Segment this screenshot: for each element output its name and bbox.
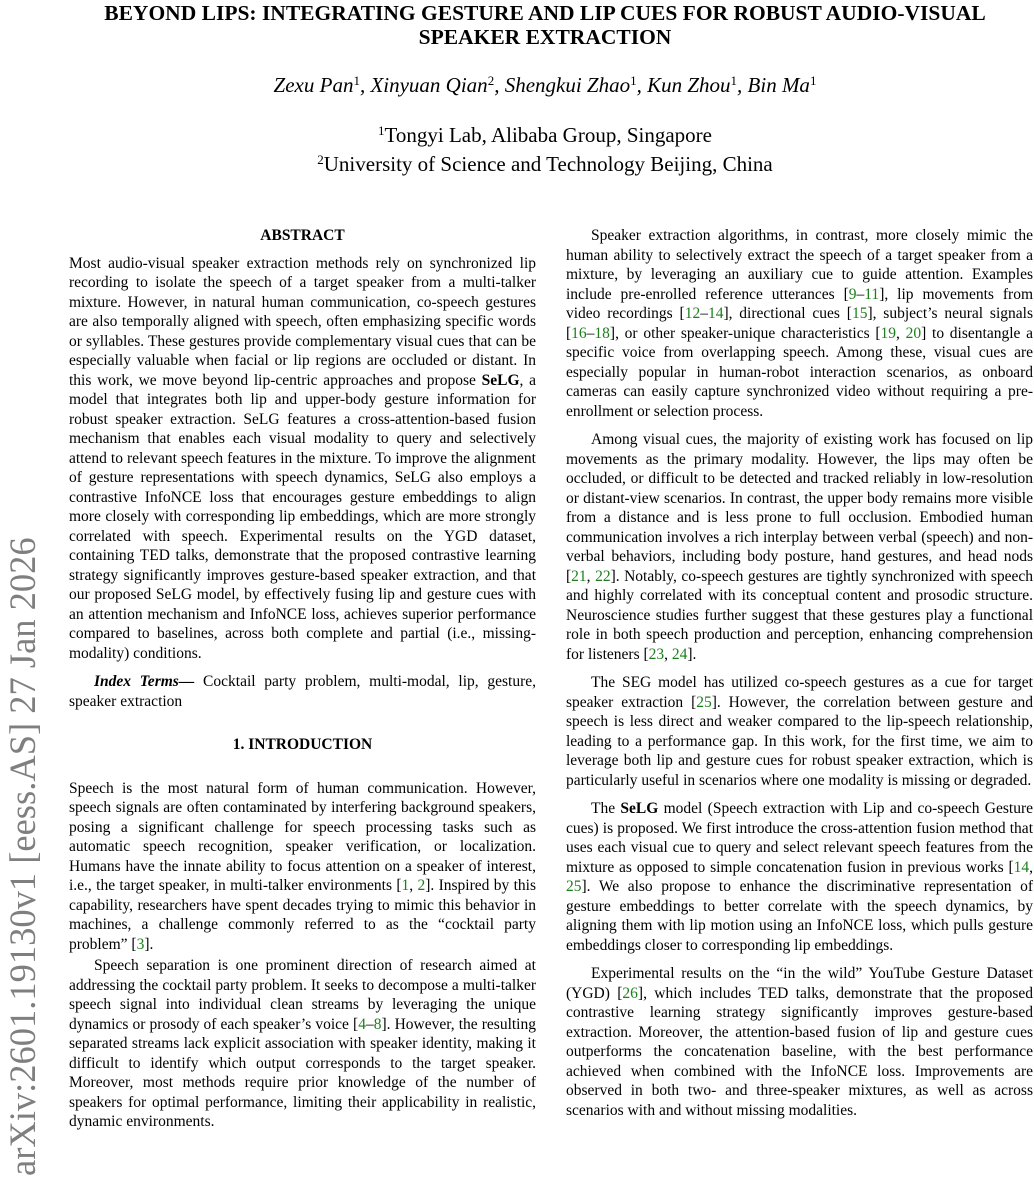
- citation-link[interactable]: 4: [358, 1015, 366, 1033]
- citation-link[interactable]: 12: [684, 305, 701, 322]
- citation-link[interactable]: 26: [622, 984, 638, 1002]
- affiliations: [60, 122, 1030, 180]
- author-name: Zexu Pan: [273, 73, 354, 97]
- title-line-2: SPEAKER EXTRACTION: [418, 25, 672, 49]
- intro-paragraph-4: Among visual cues, the majority of existing work has focused on lip movements as the primary modality. However, the lips may often be occluded, or difficult to be detected and tracked reliably in low-resolution or distant-view scenarios. In contrast, the upper body remains more visible from a distance and is less prone to full occlusion. Embodied human communication involves a rich interplay between verbal (speech) and non-verbal behaviors, including body posture, hand gestures, and head nods [21, 22]. Notably, co-speech gestures are tightly synchronized with speech and highly correlated with its conceptual content and prosodic structure. Neuroscience studies further suggest that these gestures play a functional role in both speech production and perception, enhancing comprehension for listeners [23, 24].: [566, 431, 1034, 663]
- citation-link[interactable]: 24: [671, 645, 688, 663]
- intro-paragraph-6: The SeLG model (Speech extraction with Lip and co-speech Gesture cues) is proposed. We first introduce the cross-attention fusion method that uses each visual cue to query and select relevant speech features from the mixture as opposed to simple concatenation fusion in previous works [14, 25]. We also propose to enhance the discriminative representation of gesture embeddings to better correlate with the speech dynamics, by aligning them with lip motion using an InfoNCE loss, which pulls gesture embeddings closer to corresponding lip embeddings.: [566, 800, 1033, 954]
- abstract-heading: ABSTRACT: [260, 227, 345, 244]
- intro-paragraph-7: Experimental results on the “in the wild” YouTube Gesture Dataset (YGD) [26], which includes TED talks, demonstrate that the proposed contrastive learning strategy significantly improves gesture-based extraction. Moreover, the attention-based fusion of lip and gesture cues outperforms the concatenation baseline, with the best performance achieved when combined with the InfoNCE loss. Improvements are observed in both two- and three-speaker mixtures, as well as across scenarios with and without missing modalities.: [566, 965, 1033, 1119]
- author-name: Shengkui Zhao: [504, 73, 631, 97]
- author-affil: 1: [353, 73, 360, 88]
- intro-paragraph-2: Speech separation is one prominent direction of research aimed at addressing the cocktail party problem. It seeks to decompose a multi-talker speech signal into individual clean streams by leveraging the unique dynamics or prosody of each speaker’s voice [4–8]. However, the resulting separated streams lack explicit association with speaker identity, making it difficult to identify which output corresponds to the target speaker. Moreover, most methods require prior knowledge of the number of speakers for optimal performance, limiting their applicability in realistic, dynamic environments.: [69, 957, 536, 1130]
- author-name: Kun Zhou: [647, 73, 731, 97]
- citation-link[interactable]: 8: [373, 1015, 382, 1033]
- author-list: Zexu Pan$^1$, Xinyuan Qian$^2$, Shengkui Zhao$^1$, Kun Zhou$^1$, Bin Ma$^1$: [273, 73, 817, 97]
- title-line-1: BEYOND LIPS: INTEGRATING GESTURE AND LIP CUES FOR ROBUST AUDIO-VISUAL: [104, 1, 986, 25]
- abstract-text: Most audio-visual speaker extraction methods rely on synchronized lip recording to isolate the speech of a target speaker from a multi-talker mixture. However, in natural human communication, co-speech gestures are also temporally aligned with speech, often emphasizing specific words or syllables. These gestures provide complementary visual cues that can be especially valuable when facial or lip regions are occluded or distant. In this work, we move beyond lip-centric approaches and propose SeLG, a model that integrates both lip and upper-body gesture information for robust speaker extraction. SeLG features a cross-attention-based fusion mechanism that enables each visual modality to query and selectively attend to relevant speech features in the mixture. To improve the alignment of gesture representations with speech dynamics, SeLG also employs a contrastive InfoNCE loss that encourages gesture embeddings to align more closely with corresponding lip embeddings, which are more strongly correlated with speech. Experimental results on the YGD dataset, containing TED talks, demonstrate that the proposed contrastive learning strategy significantly improves gesture-based speaker extraction, and that our proposed SeLG model, by effectively fusing lip and gesture cues with an attention mechanism and InfoNCE loss, achieves superior performance compared to baselines, across both complete and partial (i.e., missing-modality) conditions.: [69, 254, 536, 662]
- intro-paragraph-1: Speech is the most natural form of human communication. However, speech signals are often contaminated by interfering background speakers, posing a significant challenge for speech processing tasks such as automatic speech recognition, speaker verification, or localization. Humans have the innate ability to focus attention on a speaker of interest, i.e., the target speaker, in multi-talker environments [1, 2]. Inspired by this capability, researchers have spent decades trying to mimic this behavior in machines, a challenge commonly referred to as the “cocktail party problem” [3].: [69, 779, 536, 953]
- intro-paragraph-5: The SEG model has utilized co-speech gestures as a cue for target speaker extraction [25]. However, the correlation between gesture and speech is less direct and weaker compared to the lip-speech relationship, leading to a performance gap. In this work, for the first time, we aim to leverage both lip and gesture cues for robust speaker extraction, which is particularly useful in scenarios where one modality is missing or degraded.: [566, 674, 1033, 789]
- section-heading-introduction: 1. INTRODUCTION: [232, 736, 373, 753]
- citation-link[interactable]: 25: [696, 693, 712, 711]
- citation-link[interactable]: 14: [1013, 858, 1030, 876]
- author-name: Bin Ma: [747, 73, 810, 97]
- author-affil: 1: [809, 73, 817, 88]
- citation-link[interactable]: 11: [864, 285, 880, 303]
- author-affil: 2: [487, 73, 495, 88]
- left-column: [69, 226, 536, 1132]
- citation-link[interactable]: 9: [848, 285, 857, 303]
- citation-link[interactable]: 16: [571, 324, 587, 342]
- citation-link[interactable]: 25: [566, 878, 582, 895]
- affiliation-1: $^1$Tongyi Lab, Alibaba Group, Singapore: [378, 123, 712, 147]
- index-terms: Index Terms— Cocktail party problem, multi-modal, lip, gesture, speaker extraction: [69, 673, 536, 710]
- intro-paragraph-3: Speaker extraction algorithms, in contrast, more closely mimic the human ability to selectively extract the speech of a target speaker from a mixture, by leveraging an auxiliary cue to guide attention. Examples include pre-enrolled reference utterances [9–11], lip movements from video recordings [12–14], directional cues [15], subject’s neural signals [16–18], or other speaker-unique characteristics [19, 20] to disentangle a specific voice from overlapping speech. Among these, visual cues are especially popular in human-robot interaction scenarios, as onboard cameras can easily capture synchronized video without requiring a pre-enrollment or selection process.: [566, 227, 1034, 420]
- citation-link[interactable]: 23: [648, 645, 665, 663]
- citation-link[interactable]: 21: [571, 567, 587, 585]
- citation-link[interactable]: 1: [401, 877, 410, 894]
- affiliation-2: $^2$University of Science and Technology Beijing, China: [317, 152, 773, 176]
- citation-link[interactable]: 20: [905, 324, 922, 342]
- citation-link[interactable]: 22: [595, 567, 611, 585]
- citation-link[interactable]: 15: [851, 305, 868, 322]
- citation-link[interactable]: 14: [707, 305, 724, 322]
- author-affil: 1: [730, 73, 738, 88]
- author-name: Xinyuan Qian: [370, 73, 488, 97]
- citation-link[interactable]: 2: [417, 877, 426, 894]
- citation-link[interactable]: 3: [136, 935, 145, 953]
- citation-link[interactable]: 19: [880, 324, 897, 342]
- arxiv-sidebar: arXiv:2601.19130v1 [eess.AS] 27 Jan 2026: [2, 537, 43, 1176]
- right-column: [566, 226, 1033, 1120]
- paper-title: [60, 1, 1030, 49]
- author-affil: 1: [630, 73, 637, 88]
- citation-link[interactable]: 18: [594, 324, 610, 342]
